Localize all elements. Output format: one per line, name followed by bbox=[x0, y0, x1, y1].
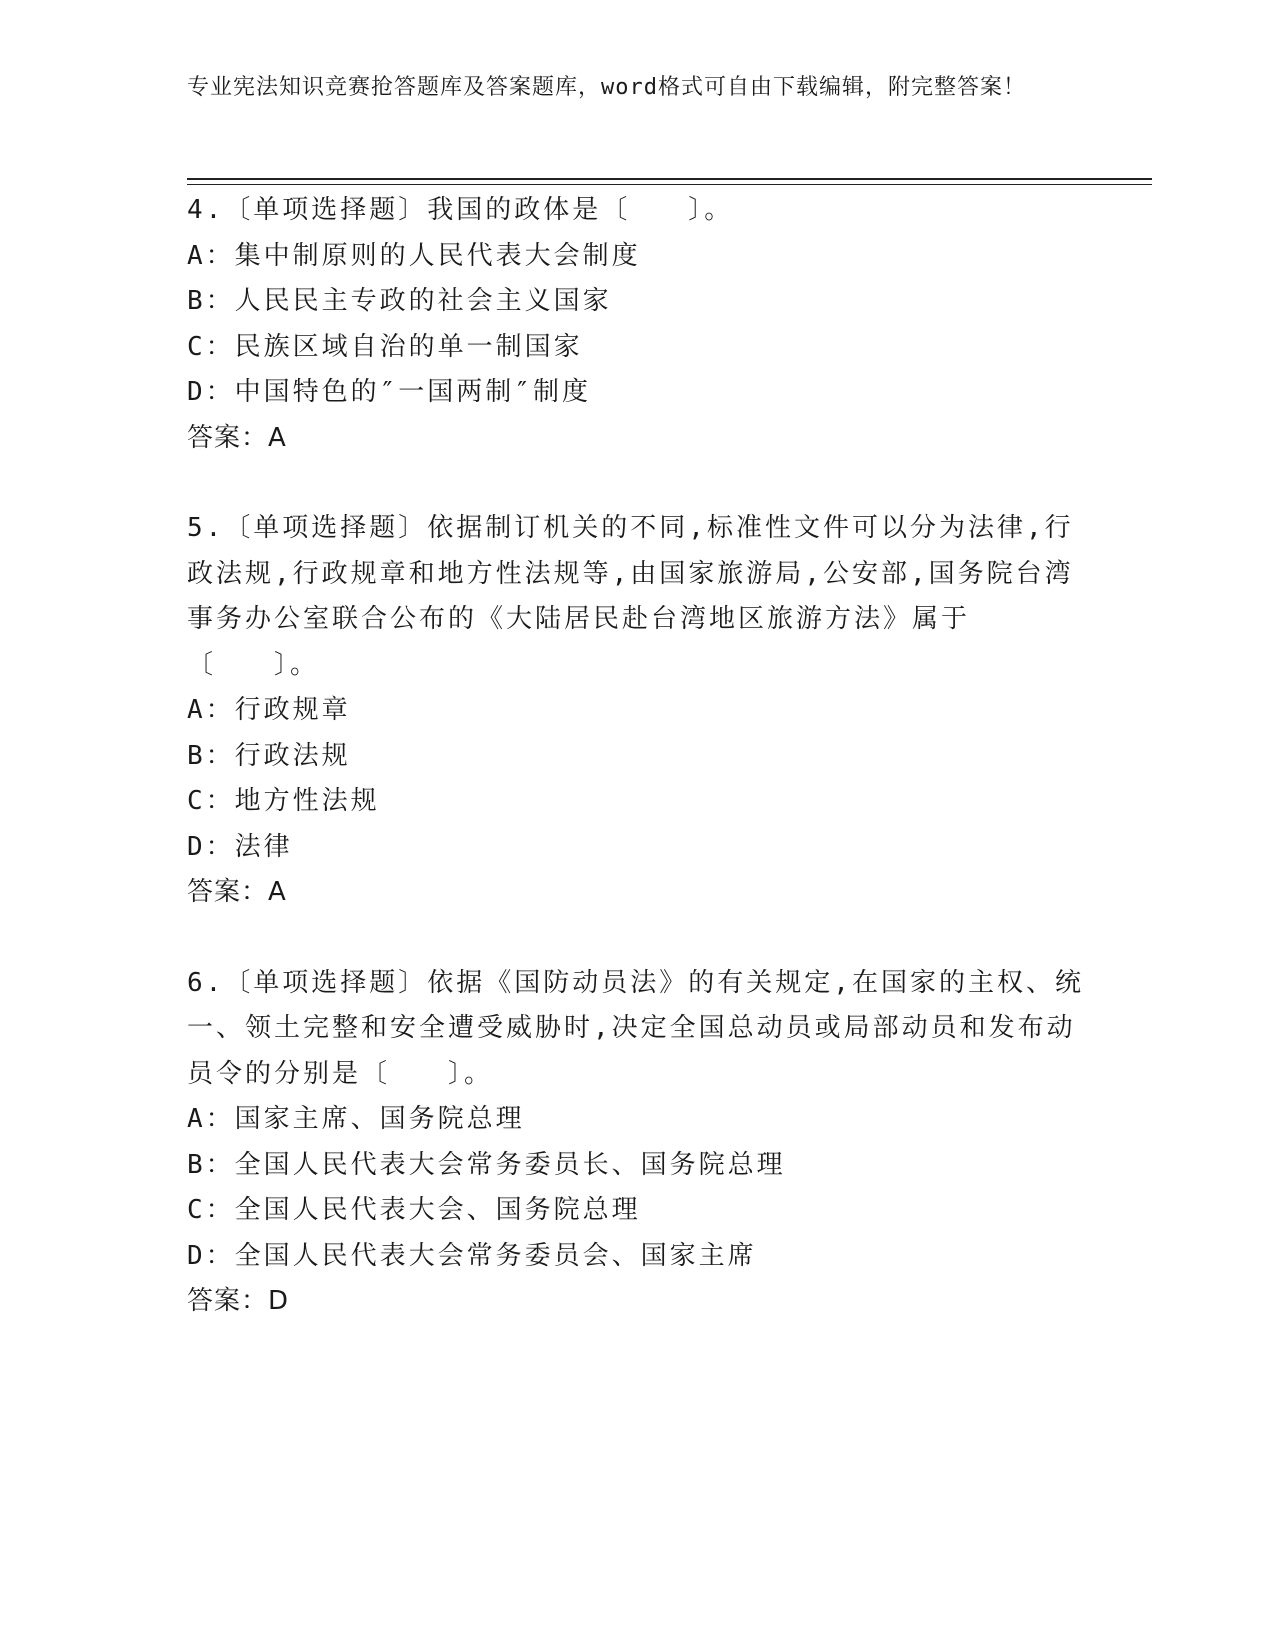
question-stem: 6.〔单项选择题〕依据《国防动员法》的有关规定,在国家的主权、统一、领土完整和安全遭受威胁时,决定全国总动员或局部动员和发布动员令的分别是〔 〕。 bbox=[187, 967, 1084, 1089]
question-4 bbox=[187, 188, 1087, 461]
question-stem: 4.〔单项选择题〕我国的政体是〔 〕。 bbox=[187, 195, 734, 225]
question-stem: 5.〔单项选择题〕依据制订机关的不同,标准性文件可以分为法律,行政法规,行政规章和地方性法规等,由国家旅游局,公安部,国务院台湾事务办公室联合公布的《大陆居民赴台湾地区旅游方法》属于〔 〕。 bbox=[187, 513, 1074, 680]
question-spacer bbox=[187, 461, 1087, 506]
option-a: A：国家主席、国务院总理 bbox=[187, 1104, 525, 1134]
option-c: C：民族区域自治的单一制国家 bbox=[187, 331, 583, 362]
answer-line: 答案：A bbox=[187, 877, 287, 907]
question-spacer bbox=[187, 916, 1087, 961]
question-5 bbox=[187, 506, 1087, 916]
answer-line: 答案：A bbox=[187, 422, 287, 453]
option-c: C：全国人民代表大会、国务院总理 bbox=[187, 1195, 641, 1225]
option-a: A：行政规章 bbox=[187, 695, 351, 725]
question-6 bbox=[187, 961, 1087, 1325]
option-d: D：全国人民代表大会常务委员会、国家主席 bbox=[187, 1240, 757, 1271]
option-d: D：法律 bbox=[187, 831, 293, 862]
option-b: B：全国人民代表大会常务委员长、国务院总理 bbox=[187, 1149, 786, 1180]
option-b: B：人民民主专政的社会主义国家 bbox=[187, 286, 612, 316]
answer-line: 答案：D bbox=[187, 1286, 290, 1316]
option-c: C：地方性法规 bbox=[187, 786, 380, 816]
option-b: B：行政法规 bbox=[187, 740, 351, 771]
document-header: 专业宪法知识竞赛抢答题库及答案题库，word格式可自由下载编辑，附完整答案！ bbox=[187, 75, 1026, 100]
option-d: D：中国特色的″一国两制″制度 bbox=[187, 377, 591, 407]
option-a: A：集中制原则的人民代表大会制度 bbox=[187, 240, 641, 271]
question-list bbox=[187, 188, 1087, 1325]
header-divider-thin bbox=[187, 184, 1152, 185]
header-divider bbox=[187, 178, 1152, 180]
